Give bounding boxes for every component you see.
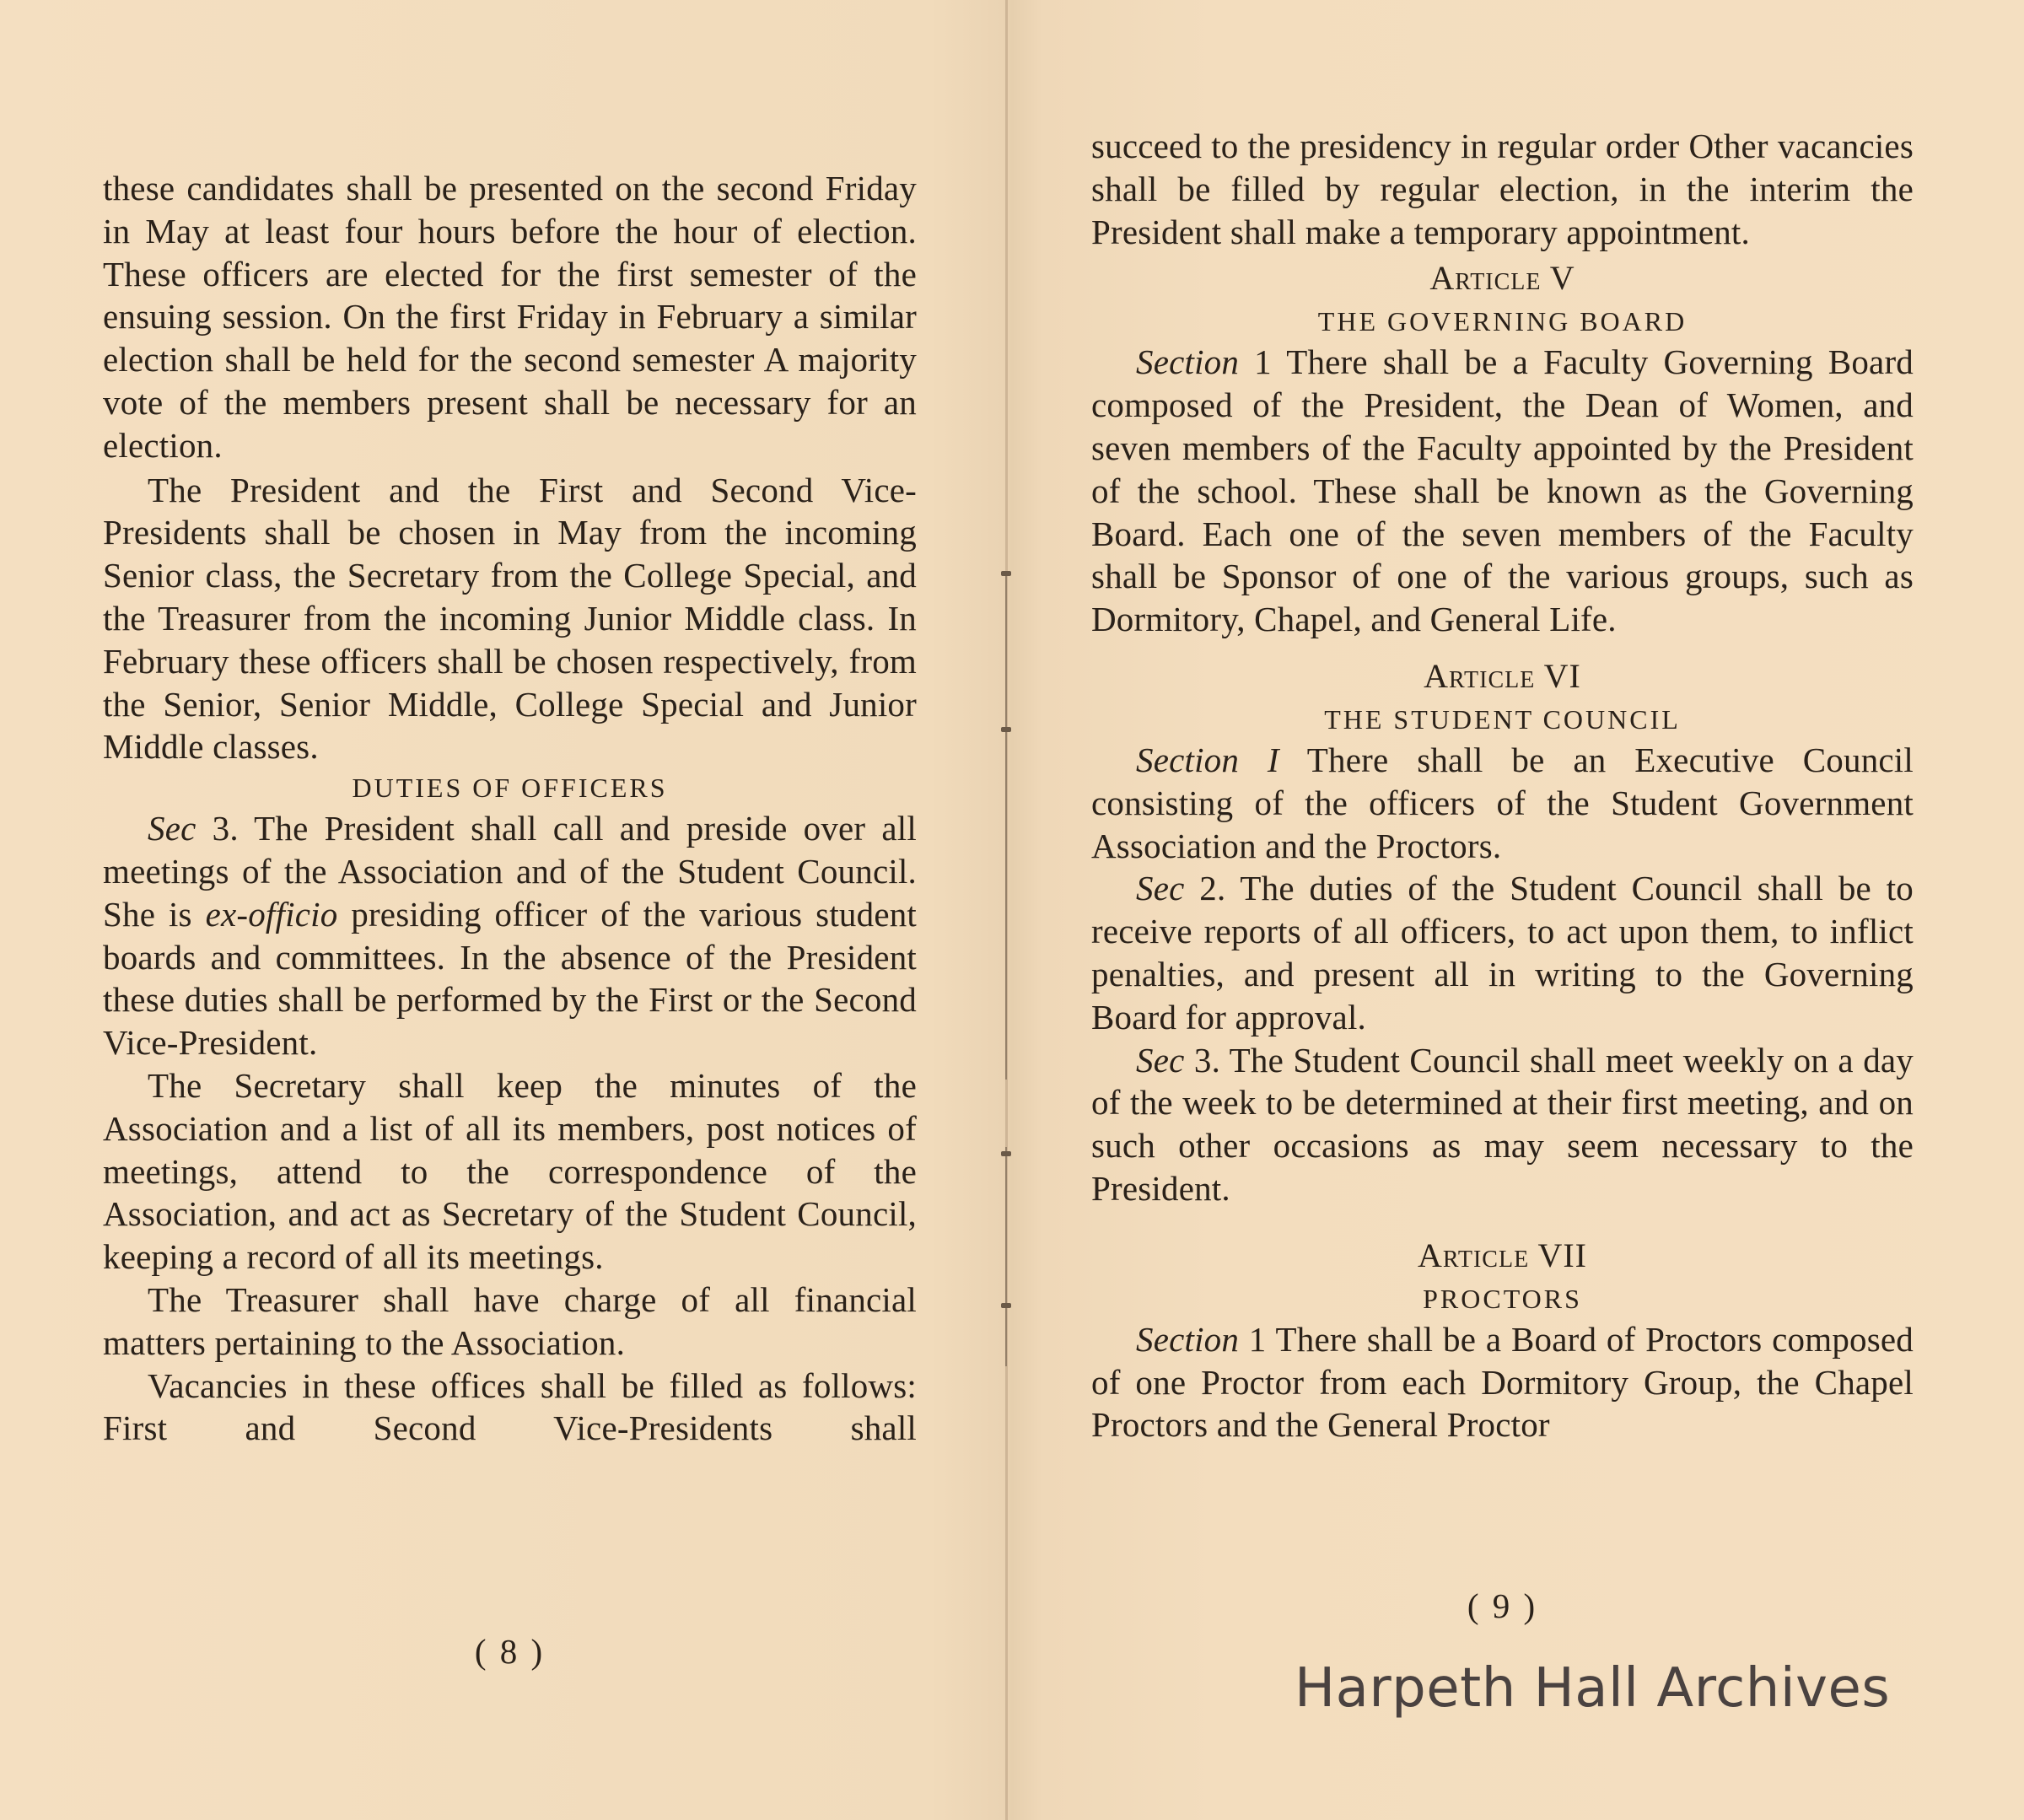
binding-stitch — [1001, 1303, 1011, 1308]
article-7-title: Article VII — [1418, 1236, 1587, 1274]
article-5-subtitle: THE GOVERNING BOARD — [1317, 306, 1688, 337]
right-page — [1091, 0, 1914, 1820]
binding-stitch — [1001, 1151, 1011, 1156]
binding-stitch — [1001, 571, 1011, 576]
article-7-subtitle: PROCTORS — [1423, 1283, 1582, 1314]
section-text: 1 There shall be a Board of Proctors composed of one Proctor from each Dormitory Group, the Chapel Proctors and the General Proctor — [1091, 1319, 1914, 1445]
paragraph-secretary: The Secretary shall keep the minutes of the Association and a list of all its members, post notices of meetings, attend to the correspondence of the Association, and act as Secretary of the Student Council, keeping a record of all its meetings. — [103, 1065, 917, 1277]
binding-thread — [1005, 573, 1007, 1080]
page-number-left: ( 8 ) — [474, 1632, 546, 1671]
article-6-title: Article VI — [1424, 656, 1581, 695]
paragraph-sec-3 — [103, 807, 917, 1064]
article-5-title: Article V — [1429, 259, 1575, 298]
article-6-section-1 — [1091, 739, 1914, 867]
paragraph-vacancies: Vacancies in these offices shall be filled as follows: First and Second Vice-Presidents shall — [103, 1365, 917, 1448]
sec-3-label: Sec — [148, 809, 196, 848]
section-text: 3. The Student Council shall meet weekly on a day of the week to be determined at their first meeting, and on such other occasions as may seem necessary to the President. — [1091, 1040, 1914, 1208]
paragraph-presidents: The President and the First and Second Vice-Presidents shall be chosen in May from the incoming Senior class, the Secretary from the College Special, and the Treasurer from the incoming Junior Middle class. In February these officers shall be chosen respectively, from the Senior, Senior Middle, College Special and Junior Middle classes. — [103, 470, 917, 767]
section-text: There shall be an Executive Council consisting of the officers of the Student Government Association and the Proctors. — [1091, 740, 1914, 865]
article-6-section-3 — [1091, 1039, 1914, 1210]
article-6-section-2 — [1091, 867, 1914, 1038]
section-label: Section — [1136, 1319, 1240, 1359]
article-5-section-1 — [1091, 341, 1914, 641]
paragraph-succession: succeed to the presidency in regular order Other vacancies shall be filled by regular election, in the interim the President shall make a temporary appointment. — [1091, 127, 1914, 251]
ex-officio-term: ex-officio — [205, 894, 338, 934]
page-number-right: ( 9 ) — [1467, 1586, 1538, 1625]
binding-stitch — [1001, 727, 1011, 732]
sec-3-text-before: 3. The President shall call and preside over all meetings of the Association and of the Student Council. She is — [103, 809, 917, 934]
article-7-section-1 — [1091, 1318, 1914, 1446]
left-page — [103, 0, 917, 1820]
section-label: Sec — [1136, 869, 1185, 908]
paragraph-treasurer: The Treasurer shall have charge of all financial matters pertaining to the Association. — [103, 1279, 917, 1362]
binding-thread — [1005, 1147, 1007, 1366]
section-label: Sec — [1136, 1040, 1185, 1080]
archive-watermark: Harpeth Hall Archives — [1295, 1657, 1891, 1720]
sec-3-text-after: presiding officer of the various student boards and committees. In the absence of the President these duties shall be performed by the First or the Second Vice-President. — [103, 894, 918, 1063]
heading-duties-of-officers: DUTIES OF OFFICERS — [352, 773, 668, 804]
article-6-subtitle: THE STUDENT COUNCIL — [1324, 703, 1681, 735]
paragraph-candidates: these candidates shall be presented on the second Friday in May at least four hours before the hour of election. These officers are elected for the first semester of the ensuing session. On the first Friday in February a similar election shall be held for the second semester A majority vote of the members present shall be necessary for an election. — [103, 169, 917, 465]
section-label: Section I — [1136, 740, 1279, 779]
section-text: 1 There shall be a Faculty Governing Board composed of the President, the Dean of Women, and seven members of the Faculty appointed by the President of the school. These shall be known as the Governing Board. Each one of the seven members of the Faculty shall be Sponsor of one of the various groups, such as Dormitory, Chapel, and General Life. — [1091, 342, 1914, 639]
section-text: 2. The duties of the Student Council shall be to receive reports of all officers, to act upon them, to inflict penalties, and present all in writing to the Governing Board for approval. — [1091, 869, 1914, 1037]
section-label: Section — [1136, 342, 1240, 382]
